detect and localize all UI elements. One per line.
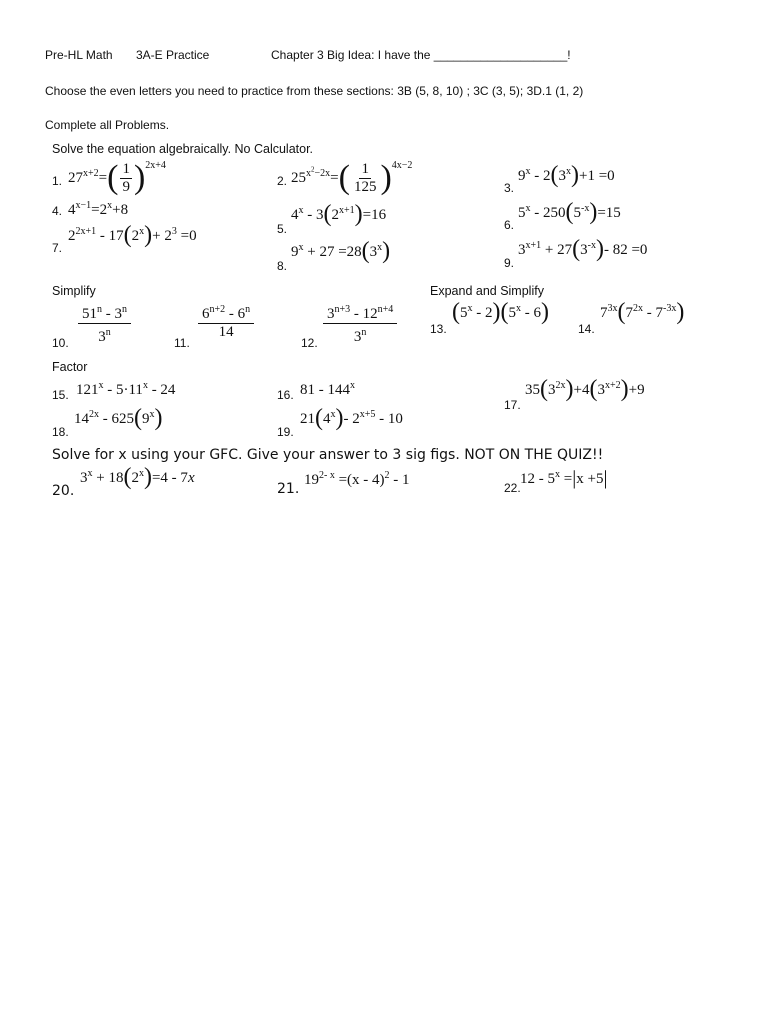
problem-6-equation: $5^x - 250(5^{-x})=15$ (518, 199, 621, 225)
problem-9-equation: $3^{x+1} + 27(3^{-x})-$ 82 =0 (518, 236, 648, 262)
problem-18-expression: $14^{2x} - 625(9^x)$ (74, 405, 163, 431)
problem-21-equation: $19^{2- x} =(x - 4)^2 - 1$ (304, 470, 410, 488)
problem-number: 10. (52, 336, 69, 350)
course-name: Pre-HL Math (45, 48, 113, 62)
problem-number: 14. (578, 322, 595, 336)
gfc-section-heading: Solve for x using your GFC. Give your answer to 3 sig figs. NOT ON THE QUIZ!! (52, 447, 604, 463)
problem-number: 9. (504, 256, 515, 270)
problem-number: 12. (301, 336, 318, 350)
problem-number: 15. (52, 388, 69, 402)
problem-1-equation: $27^{x+2}=$( $\frac{1}{9}$ )$^{2x+4}$ (68, 159, 166, 196)
problem-number: 3. (504, 181, 515, 195)
problem-number: 6. (504, 218, 515, 232)
big-idea-line: Chapter 3 Big Idea: I have the ____________________! (271, 48, 571, 62)
problem-number: 16. (277, 388, 294, 402)
factor-section-heading: Factor (52, 360, 88, 374)
problem-number: 17. (504, 398, 521, 412)
problem-3-equation: $9^x - 2(3^x)+1 =0$ (518, 162, 615, 188)
problem-number: 20. (52, 483, 75, 499)
problem-12-expression: $\frac{3^{n+3} - 12^{n+4}}{3^n}$ (321, 301, 399, 346)
problem-20-equation: $3^x + 18(2^x)=4 - 7x$ (80, 464, 195, 490)
practice-title: 3A-E Practice (136, 48, 210, 62)
problem-10-expression: $\frac{51^n - 3^n}{3^n}$ (76, 301, 133, 346)
problem-16-expression: 81 - 144$^x$ (300, 380, 355, 398)
problem-number: 18. (52, 425, 69, 439)
problem-8-equation: $9^x + 27 =28(3^x)$ (291, 238, 391, 264)
complete-instructions: Complete all Problems. (45, 118, 170, 132)
problem-number: 11. (174, 336, 190, 350)
problem-number: 7. (52, 241, 63, 255)
expand-section-heading: Expand and Simplify (430, 284, 544, 298)
problem-number: 22. (504, 481, 521, 495)
problem-17-expression: $35(3^{2x})+4(3^{x+2})+9$ (525, 376, 645, 402)
problem-5-equation: $4^x - 3(2^{x+1})=16$ (291, 201, 387, 227)
problem-number: 2. (277, 174, 288, 188)
problem-14-expression: $7^{3x}(7^{2x} - 7^{-3x})$ (600, 299, 685, 325)
simplify-section-heading: Simplify (52, 284, 96, 298)
problem-7-equation: $2^{2x+1} - 17(2^x)+ 2^3 =0$ (68, 222, 197, 248)
problem-number: 13. (430, 322, 447, 336)
problem-22-equation: $12 - 5^x =|x +5|$ (520, 467, 608, 489)
problem-4-equation: $4^{x-1}=2^x+8$ (68, 200, 129, 218)
solve-section-heading: Solve the equation algebraically. No Calculator. (52, 142, 314, 156)
problem-number: 4. (52, 204, 63, 218)
problem-2-equation: $25^{x^2-2x}=$( $\frac{1}{125}$ )$^{4x-2}$ (291, 159, 413, 196)
practice-instructions: Choose the even letters you need to practice from these sections: 3B (5, 8, 10) ; 3C (3, 5); 3D.1 (1, 2) (45, 84, 584, 98)
problem-number: 5. (277, 222, 288, 236)
problem-number: 21. (277, 481, 300, 497)
problem-13-expression: (5$^x$ - 2)(5$^x$ - 6) (452, 299, 549, 325)
problem-15-expression: $121^x - 5\cdot 11^x - 24$ (76, 380, 176, 398)
problem-number: 19. (277, 425, 294, 439)
problem-19-expression: 21(4$^x$)- $2^{x+5} - 10$ (300, 405, 403, 431)
problem-number: 1. (52, 174, 63, 188)
problem-11-expression: $\frac{6^{n+2} - 6^n}{14}$ (196, 301, 256, 341)
problem-number: 8. (277, 259, 288, 273)
